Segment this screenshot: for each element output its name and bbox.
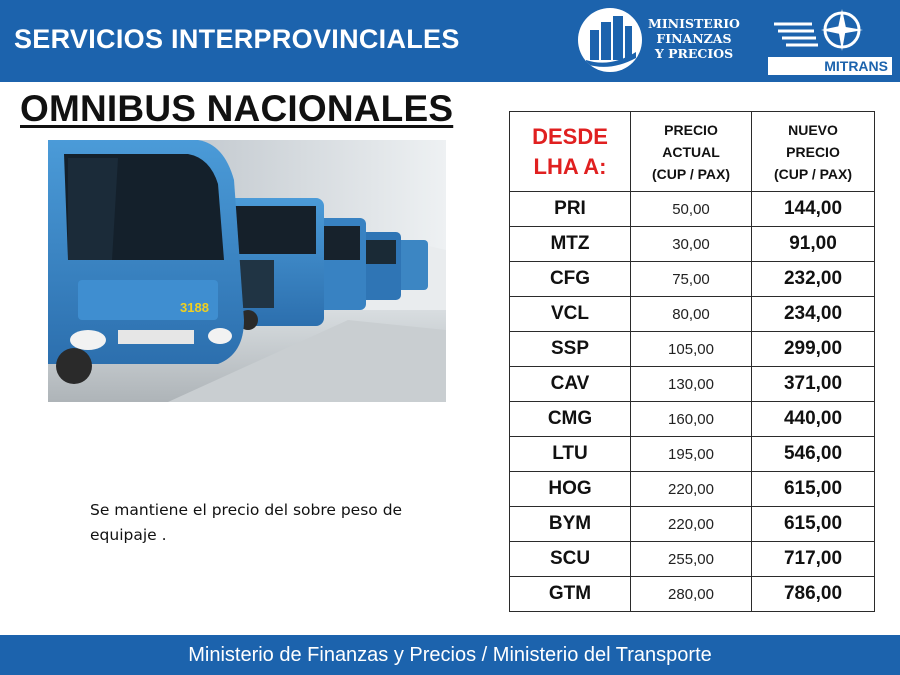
mitrans-label: MITRANS bbox=[824, 58, 888, 74]
bus-number: 3188 bbox=[180, 300, 209, 315]
header-current-price bbox=[631, 112, 752, 192]
footer-bar: Ministerio de Finanzas y Precios / Ministerio del Transporte bbox=[0, 635, 900, 675]
page-title: OMNIBUS NACIONALES bbox=[20, 88, 454, 129]
destination-cell: HOG bbox=[510, 472, 631, 507]
destination-cell: LTU bbox=[510, 437, 631, 472]
fare-table bbox=[509, 111, 875, 612]
ministerio-finanzas-logo bbox=[578, 8, 750, 76]
destination-cell: MTZ bbox=[510, 227, 631, 262]
table-header-row bbox=[510, 112, 875, 192]
current-price-cell: 255,00 bbox=[631, 542, 752, 577]
new-price-cell: 371,00 bbox=[752, 367, 875, 402]
buildings-icon bbox=[578, 8, 642, 72]
table-row bbox=[510, 297, 875, 332]
new-price-cell: 91,00 bbox=[752, 227, 875, 262]
current-price-cell: 220,00 bbox=[631, 507, 752, 542]
baggage-note: Se mantiene el precio del sobre peso de equipaje . bbox=[90, 501, 403, 544]
new-price-cell: 234,00 bbox=[752, 297, 875, 332]
new-price-cell: 299,00 bbox=[752, 332, 875, 367]
header-destination bbox=[510, 112, 631, 192]
new-price-cell: 144,00 bbox=[752, 192, 875, 227]
current-price-cell: 105,00 bbox=[631, 332, 752, 367]
destination-cell: SSP bbox=[510, 332, 631, 367]
new-price-cell: 786,00 bbox=[752, 577, 875, 612]
new-price-cell: 615,00 bbox=[752, 472, 875, 507]
current-price-cell: 280,00 bbox=[631, 577, 752, 612]
table-row bbox=[510, 227, 875, 262]
header-line: PRECIO bbox=[786, 143, 840, 160]
current-price-cell: 50,00 bbox=[631, 192, 752, 227]
header-line: PRECIO bbox=[664, 121, 718, 138]
destination-cell: PRI bbox=[510, 192, 631, 227]
destination-cell: SCU bbox=[510, 542, 631, 577]
banner-title: SERVICIOS INTERPROVINCIALES bbox=[14, 24, 460, 54]
header-line: (CUP / PAX) bbox=[773, 165, 853, 182]
table-row bbox=[510, 262, 875, 297]
destination-cell: BYM bbox=[510, 507, 631, 542]
new-price-cell: 546,00 bbox=[752, 437, 875, 472]
header-line: NUEVO bbox=[788, 121, 838, 138]
header-line: LHA A: bbox=[533, 153, 607, 179]
current-price-cell: 80,00 bbox=[631, 297, 752, 332]
table-row bbox=[510, 542, 875, 577]
bus-photo bbox=[48, 140, 446, 402]
destination-cell: CAV bbox=[510, 367, 631, 402]
new-price-cell: 440,00 bbox=[752, 402, 875, 437]
header-line: (CUP / PAX) bbox=[651, 165, 731, 182]
top-banner bbox=[0, 0, 900, 82]
destination-cell: GTM bbox=[510, 577, 631, 612]
table-row bbox=[510, 472, 875, 507]
table-row bbox=[510, 437, 875, 472]
logo-text-line: FINANZAS bbox=[656, 31, 732, 46]
header-new-price bbox=[752, 112, 875, 192]
logo-text-line: Y PRECIOS bbox=[654, 46, 734, 61]
table-row bbox=[510, 367, 875, 402]
table-row bbox=[510, 507, 875, 542]
table-row bbox=[510, 402, 875, 437]
table-row bbox=[510, 577, 875, 612]
destination-cell: CMG bbox=[510, 402, 631, 437]
compass-emblem-icon bbox=[768, 6, 892, 56]
new-price-cell: 717,00 bbox=[752, 542, 875, 577]
new-price-cell: 232,00 bbox=[752, 262, 875, 297]
current-price-cell: 130,00 bbox=[631, 367, 752, 402]
table-row bbox=[510, 192, 875, 227]
header-line: DESDE bbox=[532, 123, 608, 149]
table-row bbox=[510, 332, 875, 367]
current-price-cell: 160,00 bbox=[631, 402, 752, 437]
current-price-cell: 220,00 bbox=[631, 472, 752, 507]
destination-cell: VCL bbox=[510, 297, 631, 332]
mitrans-logo bbox=[768, 6, 892, 76]
current-price-cell: 195,00 bbox=[631, 437, 752, 472]
destination-cell: CFG bbox=[510, 262, 631, 297]
current-price-cell: 30,00 bbox=[631, 227, 752, 262]
logo-text-line: MINISTERIO bbox=[648, 16, 740, 31]
new-price-cell: 615,00 bbox=[752, 507, 875, 542]
header-line: ACTUAL bbox=[662, 143, 720, 160]
current-price-cell: 75,00 bbox=[631, 262, 752, 297]
